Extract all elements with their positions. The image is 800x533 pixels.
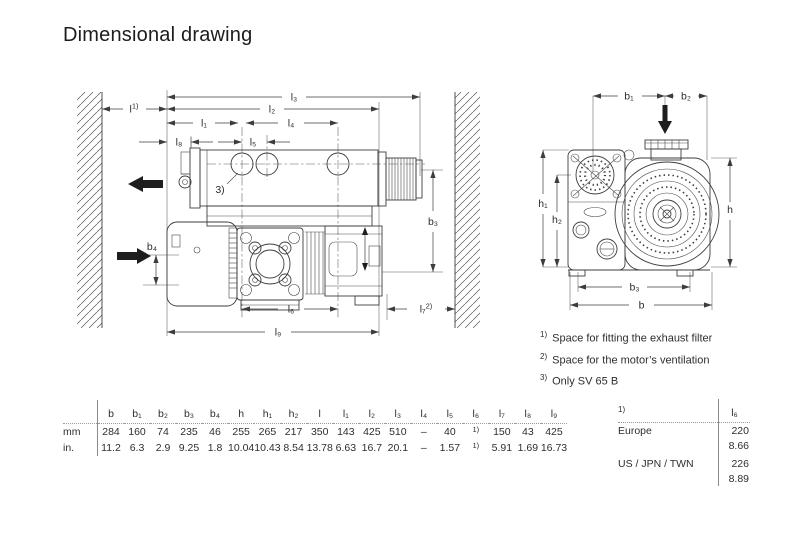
table-corner xyxy=(63,400,98,424)
dim-label-l4: l₄ xyxy=(287,117,295,130)
table-col-header: b₄ xyxy=(202,400,228,424)
oil-fill-plug xyxy=(573,222,589,238)
oil-level-arrow-icon xyxy=(362,227,368,271)
dim-label-l6: l₆ xyxy=(287,303,295,316)
table-cell: – xyxy=(420,426,427,438)
motor-foot-right xyxy=(355,296,379,305)
motor-assembly-outline xyxy=(167,222,382,310)
regional-table-row xyxy=(618,438,750,453)
table-cell: 1.69 xyxy=(517,442,539,454)
table-cell: 9.25 xyxy=(178,442,200,454)
table-col-header: h₂ xyxy=(281,400,307,424)
footnote-3 xyxy=(540,369,712,391)
regional-table-label xyxy=(618,438,719,453)
table-col-header: l₂ xyxy=(359,400,385,424)
dimensions-table xyxy=(63,400,567,456)
table-col-header: b xyxy=(98,400,125,424)
regional-table-mark: 1) xyxy=(618,399,719,423)
intake-flange xyxy=(645,140,688,160)
regional-table-value: 220 xyxy=(719,423,751,439)
left-wall xyxy=(77,92,102,328)
table-col-header: l₈ xyxy=(515,400,541,424)
table-cell: 16.73 xyxy=(540,442,568,454)
table-cell: 255 xyxy=(232,426,250,438)
front-view-drawing xyxy=(525,72,800,322)
regional-table-label xyxy=(618,471,719,486)
footnote-3-mark: 3) xyxy=(540,373,548,383)
table-cell: 425 xyxy=(363,426,381,438)
table-cell: 143 xyxy=(337,426,355,438)
table-cell: 10.04 xyxy=(228,442,255,454)
motor-fins xyxy=(305,232,325,294)
dim-label-l3: l₃ xyxy=(290,91,298,104)
table-cell: 8.54 xyxy=(283,442,304,454)
regional-table-label: Europe xyxy=(618,424,652,437)
table-cell: – xyxy=(420,442,427,454)
table-cell: 510 xyxy=(389,426,407,438)
dim-label-h1: h₁ xyxy=(538,198,548,210)
dim-label-l9: l₉ xyxy=(274,326,282,339)
dim-label-b3-front: b₃ xyxy=(629,281,640,294)
regional-l6-table-body xyxy=(618,423,750,487)
oil-box xyxy=(167,222,237,306)
dim-label-l5: l₅ xyxy=(249,136,257,149)
table-cell: 43 xyxy=(522,426,534,438)
table-col-header: b₃ xyxy=(176,400,202,424)
regional-table-row xyxy=(618,471,750,486)
regional-table-label: US / JPN / TWN xyxy=(618,457,694,470)
regional-l6-table-head xyxy=(618,399,750,423)
lifting-lug xyxy=(624,150,634,160)
footnote-2 xyxy=(540,348,712,370)
inlet-direction-arrow xyxy=(658,105,672,134)
table-row-header: mm xyxy=(63,426,81,438)
table-col-header: l xyxy=(307,400,333,424)
nameplate xyxy=(329,242,357,276)
page-title: Dimensional drawing xyxy=(63,24,253,46)
dim-label-l1: l₁ xyxy=(201,117,207,130)
table-col-header: l₁ xyxy=(333,400,359,424)
table-cell: 16.7 xyxy=(361,442,383,454)
footnote-1 xyxy=(540,326,712,348)
dim-label-h2: h₂ xyxy=(552,214,562,226)
table-cell: 6.63 xyxy=(335,442,357,454)
table-col-header: l₄ xyxy=(411,400,437,424)
pump-module-outline xyxy=(179,148,422,208)
intake-coupling xyxy=(386,158,422,200)
mounting-flange xyxy=(237,228,303,300)
vent-slot xyxy=(584,208,606,217)
table-col-header: h xyxy=(228,400,254,424)
dim-label-l8: l₈ xyxy=(175,136,183,149)
table-col-header: l₇ xyxy=(489,400,515,424)
dim-label-b4: b₄ xyxy=(146,241,158,253)
table-cell: 11.2 xyxy=(98,440,125,456)
regional-table-row xyxy=(618,423,750,439)
regional-table-row xyxy=(618,453,750,471)
regional-table-value: 226 xyxy=(719,453,751,471)
lifting-eyebolt xyxy=(179,176,191,188)
table-cell: 150 xyxy=(493,426,511,438)
right-wall xyxy=(455,92,480,328)
table-cell: 1) xyxy=(472,424,480,434)
table-cell: 5.91 xyxy=(491,442,513,454)
dim-label-b3-side: b₃ xyxy=(427,216,439,228)
table-cell: 10.43 xyxy=(254,442,281,454)
table-col-header: l₅ xyxy=(437,400,463,424)
dim-label-b: b xyxy=(638,299,645,312)
regional-table-value: 8.89 xyxy=(719,471,751,486)
table-col-header: h₁ xyxy=(254,400,280,424)
foot-right xyxy=(677,270,693,276)
regional-table-col-header: l₆ xyxy=(719,399,751,423)
dim-label-l2: l₂ xyxy=(268,103,276,116)
table-col-header: l₉ xyxy=(541,400,567,424)
footnote-3-text: Only SV 65 B xyxy=(552,375,619,388)
table-cell: 350 xyxy=(310,426,329,438)
side-view-drawing xyxy=(57,80,507,350)
note3-callout: 3) xyxy=(215,184,225,196)
table-row-header: in. xyxy=(63,442,75,454)
table-cell: 74 xyxy=(157,426,169,438)
regional-table-value: 8.66 xyxy=(719,438,751,453)
dimensions-table-body xyxy=(63,424,567,457)
table-cell: 425 xyxy=(545,426,563,438)
table-col-header: l₆ xyxy=(463,400,489,424)
table-cell: 46 xyxy=(209,426,221,438)
footnote-2-mark: 2) xyxy=(540,351,548,361)
oil-casing-front xyxy=(568,150,625,270)
table-cell: 1) xyxy=(472,440,480,450)
dim-label-h: h xyxy=(727,204,733,216)
table-row xyxy=(63,440,567,456)
footnotes xyxy=(540,326,712,391)
footnote-1-text: Space for fitting the exhaust filter xyxy=(552,332,713,345)
motor-body xyxy=(325,226,382,296)
table-col-header: b₂ xyxy=(150,400,176,424)
table-cell: 160 xyxy=(128,426,146,438)
footnote-2-text: Space for the motor’s ventilation xyxy=(552,354,710,367)
table-col-header: b₁ xyxy=(124,400,150,424)
dim-label-exhaust-clearance: $l^{1)}$ xyxy=(129,101,139,116)
table-cell: 6.3 xyxy=(129,442,145,454)
table-col-header: l₃ xyxy=(385,400,411,424)
footnote-1-mark: 1) xyxy=(540,330,548,339)
table-cell: 235 xyxy=(180,426,198,438)
table-cell: 13.78 xyxy=(306,442,333,454)
table-cell: 1.8 xyxy=(207,442,223,454)
foot-left xyxy=(569,270,585,276)
exhaust-direction-arrow xyxy=(128,176,163,192)
regional-l6-table xyxy=(618,399,750,486)
table-cell: 217 xyxy=(284,426,303,438)
table-cell: 40 xyxy=(444,426,456,438)
dimensions-table-head xyxy=(63,400,567,424)
gas-flow-arrow xyxy=(117,248,151,264)
fan-housing-front xyxy=(615,150,719,270)
table-cell: 265 xyxy=(258,426,277,438)
table-row xyxy=(63,424,567,441)
table-cell: 284 xyxy=(98,424,125,441)
dim-label-l7: l₇$^{2)}$ xyxy=(419,301,433,316)
dim-label-b2: b₂ xyxy=(681,90,691,103)
table-cell: 2.9 xyxy=(155,442,171,454)
dim-label-b1: b₁ xyxy=(624,90,634,103)
table-cell: 20.1 xyxy=(387,442,409,454)
table-cell: 1.57 xyxy=(439,442,461,454)
